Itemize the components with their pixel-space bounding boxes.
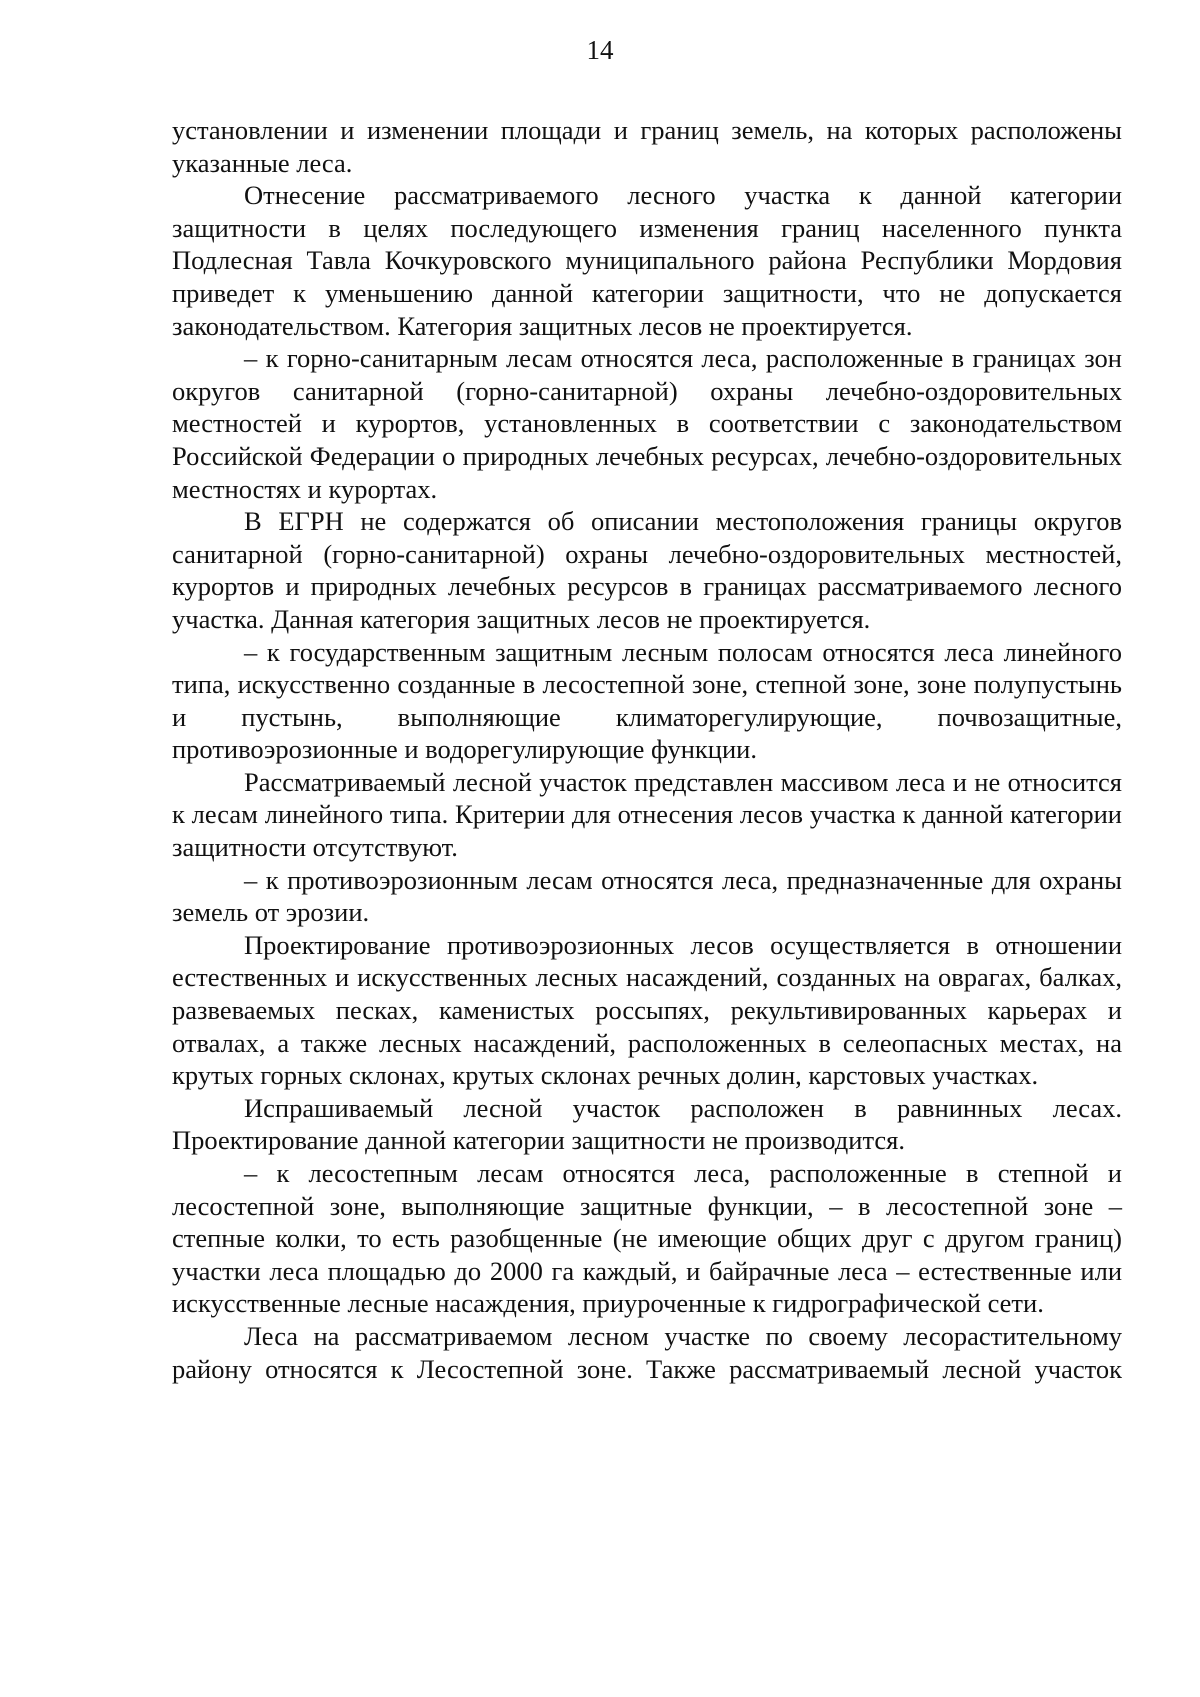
- paragraph-7: – к противоэрозионным лесам относятся леса, предназначенные для охраны земель от эрозии.: [172, 864, 1122, 928]
- paragraph-4: В ЕГРН не содержатся об описании местоположения границы округов санитарной (горно-санитарной) охраны лечебно-оздоровительных местностей, курортов и природных лечебных ресурсов в границах рассматриваемого лесного участка. Данная категория защитных лесов не проектируется.: [172, 506, 1122, 634]
- paragraph-1: установлении и изменении площади и границ земель, на которых расположены указанные леса.: [172, 115, 1122, 178]
- paragraph-8: Проектирование противоэрозионных лесов осуществляется в отношении естественных и искусственных лесных насаждений, созданных на оврагах, балках, развеваемых песках, каменистых россыпях, рекультивированных карьерах и отвалах, а также лесных насаждений, расположенных в селеопасных местах, на крутых горных склонах, крутых склонах речных долин, карстовых участках.: [172, 929, 1122, 1091]
- paragraph-6: Рассматриваемый лесной участок представлен массивом леса и не относится к лесам линейного типа. Критерии для отнесения лесов участка к данной категории защитности отсутствуют.: [172, 766, 1122, 863]
- paragraph-11: Леса на рассматриваемом лесном участке по своему лесорастительному району относятся к Лесостепной зоне. Также рассматриваемый лесной участок: [172, 1320, 1122, 1384]
- page-number: 14: [586, 35, 614, 65]
- document-body: [172, 114, 1122, 1385]
- paragraph-10: – к лесостепным лесам относятся леса, расположенные в степной и лесостепной зоне, выполняющие защитные функции, – в лесостепной зоне – степные колки, то есть разобщенные (не имеющие общих друг с другом границ) участки леса площадью до 2000 га каждый, и байрачные леса – естественные или искусственные лесные насаждения, приуроченные к гидрографической сети.: [172, 1158, 1122, 1319]
- paragraph-2: Отнесение рассматриваемого лесного участка к данной категории защитности в целях последующего изменения границ населенного пункта Подлесная Тавла Кочкуровского муниципального района Республики Мордовия приведет к уменьшению данной категории защитности, что не допускается законодательством. Категория защитных лесов не проектируется.: [172, 180, 1122, 341]
- paragraph-5: – к государственным защитным лесным полосам относятся леса линейного типа, искусственно созданные в лесостепной зоне, степной зоне, зоне полупустынь и пустынь, выполняющие климаторегулирующие, почвозащитные, противоэрозионные и водорегулирующие функции.: [172, 636, 1122, 765]
- paragraph-9: Испрашиваемый лесной участок расположен в равнинных лесах. Проектирование данной категории защитности не производится.: [172, 1092, 1122, 1156]
- paragraph-3: – к горно-санитарным лесам относятся леса, расположенные в границах зон округов санитарной (горно-санитарной) охраны лечебно-оздоровительных местностей и курортов, установленных в соответствии с законодательством Российской Федерации о природных лечебных ресурсах, лечебно-оздоровительных местностях и курортах.: [172, 343, 1122, 504]
